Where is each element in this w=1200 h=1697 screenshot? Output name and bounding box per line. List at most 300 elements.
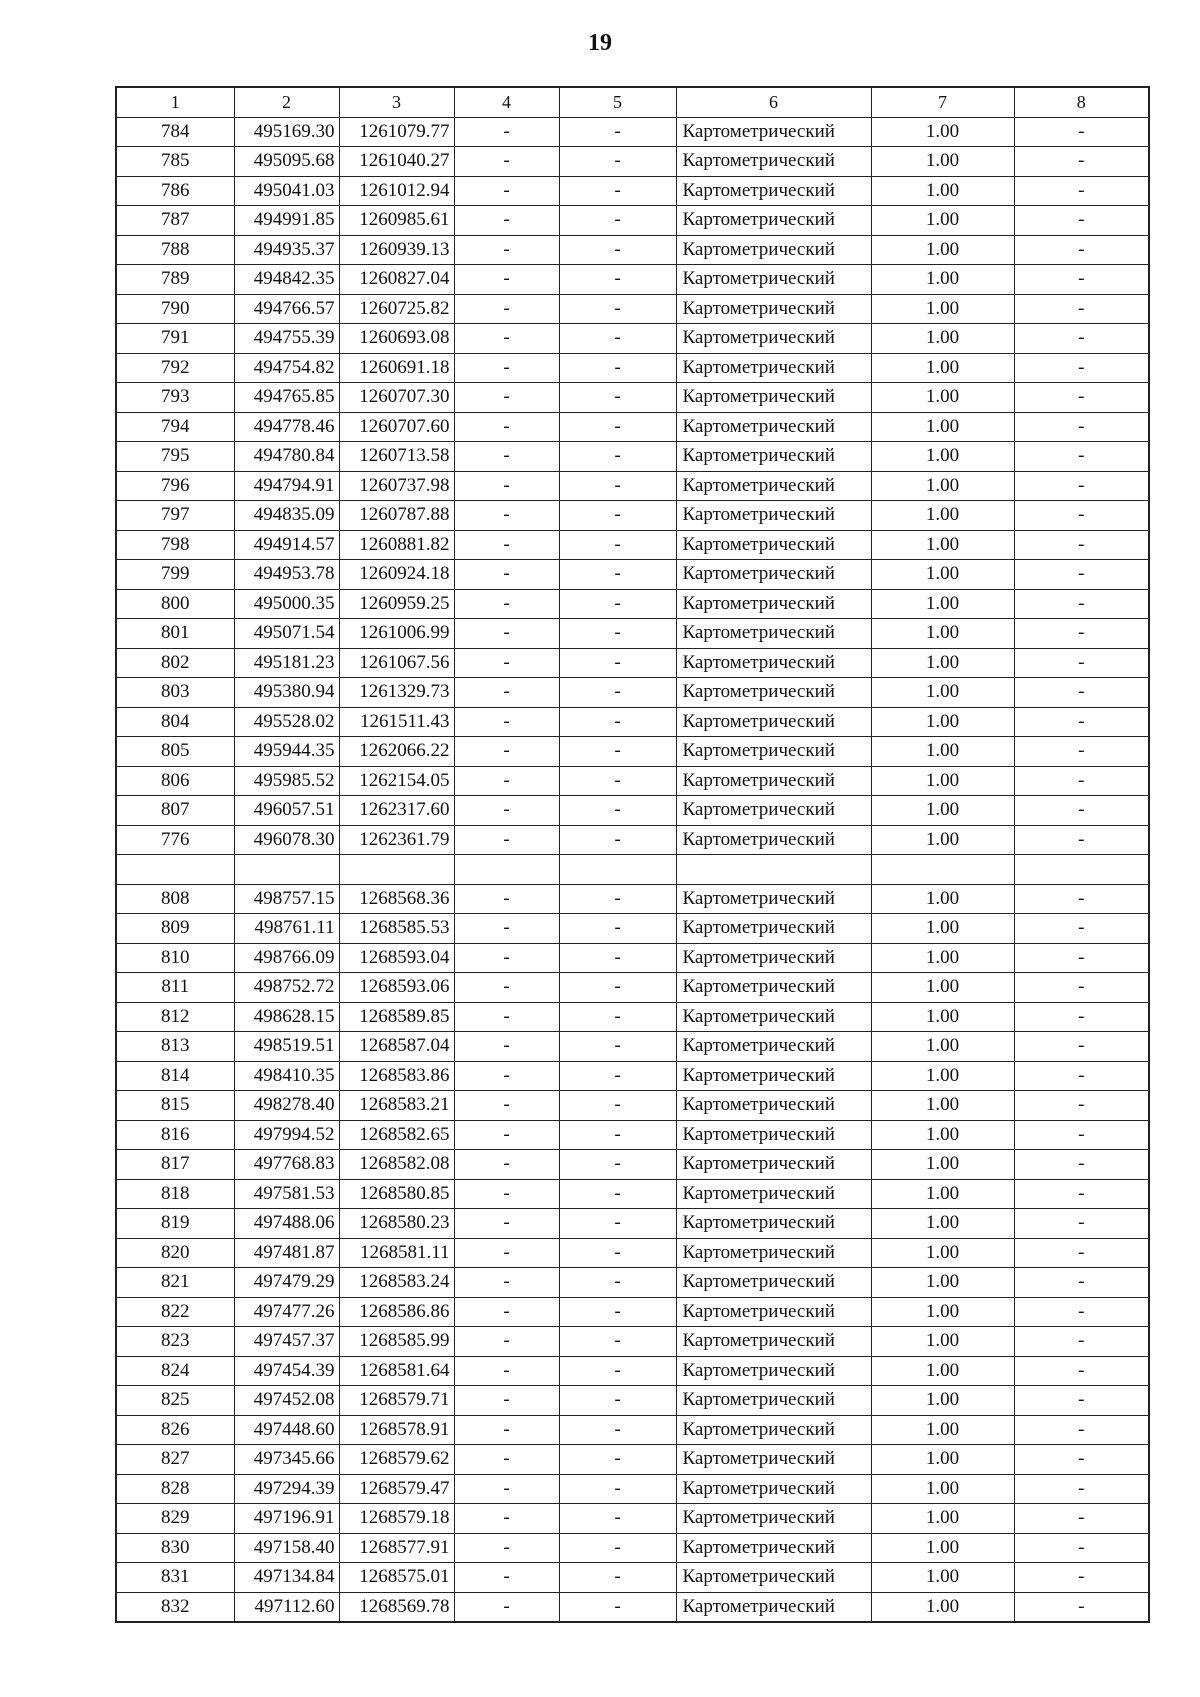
cell-col-8: - [1014,1504,1149,1534]
cell-col-8: - [1014,206,1149,236]
cell-point-number: 818 [116,1179,234,1209]
table-row [116,766,1149,796]
cell-coord-x: 497196.91 [234,1504,339,1534]
cell-col-5: - [559,1592,676,1622]
table-row [116,265,1149,295]
cell-point-number: 802 [116,648,234,678]
table-row [116,471,1149,501]
cell-accuracy: 1.00 [871,1002,1014,1032]
cell-coord-x: 494935.37 [234,235,339,265]
cell-col-5: - [559,707,676,737]
cell-method: Картометрический [676,1120,871,1150]
cell-point-number: 788 [116,235,234,265]
table-row [116,1327,1149,1357]
table-row [116,1238,1149,1268]
table-row [116,530,1149,560]
cell-coord-x: 495000.35 [234,589,339,619]
table-row [116,176,1149,206]
cell-coord-x: 494842.35 [234,265,339,295]
cell-method: Картометрический [676,1179,871,1209]
cell-col-8: - [1014,1032,1149,1062]
cell-method: Картометрический [676,1533,871,1563]
cell-coord-x: 494765.85 [234,383,339,413]
cell-method: Картометрический [676,1592,871,1622]
cell-col-8: - [1014,914,1149,944]
cell-point-number: 827 [116,1445,234,1475]
table-row [116,855,1149,885]
cell-coord-y: 1268583.24 [339,1268,454,1298]
cell-coord-y: 1268589.85 [339,1002,454,1032]
cell-point-number: 815 [116,1091,234,1121]
cell-col-4: - [454,943,559,973]
cell-col-8: - [1014,648,1149,678]
cell-point-number: 813 [116,1032,234,1062]
cell-method: Картометрический [676,1386,871,1416]
header-row [116,87,1149,117]
cell-coord-y: 1261329.73 [339,678,454,708]
cell-coord-x: 497134.84 [234,1563,339,1593]
cell-coord-y: 1260985.61 [339,206,454,236]
cell-col-4: - [454,1268,559,1298]
table-row [116,147,1149,177]
cell-method: Картометрический [676,1356,871,1386]
cell-col-8: - [1014,1563,1149,1593]
cell-col-8: - [1014,619,1149,649]
cell-col-8: - [1014,1386,1149,1416]
cell-col-5: - [559,1386,676,1416]
table-row [116,619,1149,649]
cell-col-4: - [454,884,559,914]
cell-accuracy: 1.00 [871,1091,1014,1121]
cell-col-8: - [1014,678,1149,708]
cell-point-number: 787 [116,206,234,236]
cell-coord-y: 1261012.94 [339,176,454,206]
cell-accuracy: 1.00 [871,707,1014,737]
cell-point-number: 784 [116,117,234,147]
cell-col-8: - [1014,589,1149,619]
cell-col-4: - [454,589,559,619]
cell-coord-x: 496078.30 [234,825,339,855]
cell-col-5: - [559,678,676,708]
table-row [116,1445,1149,1475]
cell-accuracy: 1.00 [871,943,1014,973]
cell-col-8: - [1014,1002,1149,1032]
cell-coord-y: 1260737.98 [339,471,454,501]
cell-accuracy: 1.00 [871,884,1014,914]
table-row [116,235,1149,265]
table-row [116,1474,1149,1504]
cell-accuracy: 1.00 [871,383,1014,413]
table-row [116,1268,1149,1298]
cell-col-4: - [454,1209,559,1239]
cell-accuracy: 1.00 [871,235,1014,265]
cell-accuracy: 1.00 [871,1592,1014,1622]
cell-coord-y: 1268568.36 [339,884,454,914]
table-row [116,1297,1149,1327]
cell-col-4: - [454,530,559,560]
cell-coord-y: 1261006.99 [339,619,454,649]
cell-accuracy: 1.00 [871,1386,1014,1416]
cell-method: Картометрический [676,294,871,324]
cell-col-4: - [454,1297,559,1327]
cell-point-number: 819 [116,1209,234,1239]
cell-coord-y: 1260713.58 [339,442,454,472]
cell-coord-y: 1268593.04 [339,943,454,973]
cell-point-number: 792 [116,353,234,383]
cell-accuracy: 1.00 [871,353,1014,383]
cell-coord-y: 1261067.56 [339,648,454,678]
table-row [116,648,1149,678]
cell-coord-x: 494754.82 [234,353,339,383]
cell-method: Картометрический [676,324,871,354]
cell-method: Картометрический [676,589,871,619]
cell-col-5 [559,855,676,885]
cell-method: Картометрический [676,1150,871,1180]
table-header [116,87,1149,117]
cell-col-5: - [559,383,676,413]
cell-point-number: 807 [116,796,234,826]
cell-col-4: - [454,1445,559,1475]
table-row [116,707,1149,737]
cell-accuracy: 1.00 [871,324,1014,354]
cell-point-number: 826 [116,1415,234,1445]
cell-method: Картометрический [676,825,871,855]
cell-point-number: 797 [116,501,234,531]
cell-method: Картометрический [676,1268,871,1298]
cell-col-4: - [454,383,559,413]
cell-col-4: - [454,707,559,737]
cell-col-5: - [559,206,676,236]
cell-col-4: - [454,1091,559,1121]
cell-col-4: - [454,1179,559,1209]
cell-col-8: - [1014,1592,1149,1622]
cell-coord-y: 1268582.08 [339,1150,454,1180]
cell-accuracy: 1.00 [871,678,1014,708]
cell-method: Картометрический [676,1415,871,1445]
cell-col-8: - [1014,1297,1149,1327]
cell-col-4: - [454,1533,559,1563]
cell-coord-y: 1261040.27 [339,147,454,177]
cell-accuracy: 1.00 [871,737,1014,767]
table-row [116,560,1149,590]
column-header-1: 1 [116,87,234,117]
cell-coord-x: 494794.91 [234,471,339,501]
cell-coord-y: 1260827.04 [339,265,454,295]
cell-col-5: - [559,648,676,678]
cell-col-4: - [454,1002,559,1032]
table-row [116,1091,1149,1121]
table-row [116,294,1149,324]
cell-col-8: - [1014,324,1149,354]
cell-method: Картометрический [676,1002,871,1032]
cell-coord-x: 495181.23 [234,648,339,678]
table-row [116,412,1149,442]
cell-col-5: - [559,1032,676,1062]
cell-coord-x: 497481.87 [234,1238,339,1268]
column-header-3: 3 [339,87,454,117]
cell-method: Картометрический [676,383,871,413]
cell-col-8: - [1014,737,1149,767]
cell-col-4: - [454,914,559,944]
cell-coord-y: 1268579.62 [339,1445,454,1475]
cell-col-5: - [559,1533,676,1563]
cell-coord-y: 1260881.82 [339,530,454,560]
cell-point-number: 791 [116,324,234,354]
cell-point-number: 825 [116,1386,234,1416]
cell-col-5: - [559,147,676,177]
cell-method: Картометрический [676,619,871,649]
cell-accuracy: 1.00 [871,1415,1014,1445]
cell-col-5: - [559,265,676,295]
cell-col-5: - [559,353,676,383]
table-row [116,1415,1149,1445]
cell-col-8: - [1014,1120,1149,1150]
cell-coord-x: 498278.40 [234,1091,339,1121]
cell-coord-y: 1268569.78 [339,1592,454,1622]
cell-col-8: - [1014,1415,1149,1445]
cell-coord-y: 1268578.91 [339,1415,454,1445]
cell-accuracy: 1.00 [871,648,1014,678]
cell-col-4: - [454,1415,559,1445]
cell-coord-x: 497581.53 [234,1179,339,1209]
cell-coord-y: 1262317.60 [339,796,454,826]
cell-col-5: - [559,1150,676,1180]
cell-col-4: - [454,176,559,206]
cell-col-8: - [1014,1268,1149,1298]
cell-point-number: 822 [116,1297,234,1327]
cell-col-5: - [559,235,676,265]
cell-point-number: 800 [116,589,234,619]
cell-coord-y: 1268587.04 [339,1032,454,1062]
cell-point-number: 785 [116,147,234,177]
cell-accuracy: 1.00 [871,1533,1014,1563]
cell-col-4 [454,855,559,885]
cell-accuracy: 1.00 [871,530,1014,560]
cell-method: Картометрический [676,471,871,501]
cell-coord-x: 494780.84 [234,442,339,472]
cell-method: Картометрический [676,265,871,295]
cell-col-8: - [1014,560,1149,590]
cell-col-4: - [454,265,559,295]
cell-col-8: - [1014,265,1149,295]
cell-col-4: - [454,560,559,590]
cell-accuracy: 1.00 [871,471,1014,501]
column-header-6: 6 [676,87,871,117]
cell-coord-x: 495041.03 [234,176,339,206]
cell-coord-x: 498410.35 [234,1061,339,1091]
cell-col-4: - [454,324,559,354]
cell-point-number: 801 [116,619,234,649]
cell-col-4: - [454,412,559,442]
cell-col-5: - [559,1002,676,1032]
cell-col-8: - [1014,973,1149,1003]
cell-col-8: - [1014,117,1149,147]
cell-accuracy: 1.00 [871,619,1014,649]
cell-col-8: - [1014,471,1149,501]
cell-coord-y: 1260924.18 [339,560,454,590]
cell-col-4: - [454,501,559,531]
cell-point-number: 790 [116,294,234,324]
column-header-4: 4 [454,87,559,117]
table-row [116,1120,1149,1150]
cell-col-5: - [559,766,676,796]
cell-coord-x: 498757.15 [234,884,339,914]
cell-col-8: - [1014,235,1149,265]
cell-col-5: - [559,1179,676,1209]
cell-col-5: - [559,1474,676,1504]
cell-coord-y: 1260959.25 [339,589,454,619]
cell-point-number: 816 [116,1120,234,1150]
cell-point-number: 804 [116,707,234,737]
cell-col-4: - [454,147,559,177]
cell-col-4: - [454,1504,559,1534]
cell-col-5: - [559,530,676,560]
cell-col-8: - [1014,1150,1149,1180]
cell-point-number: 824 [116,1356,234,1386]
cell-point-number: 821 [116,1268,234,1298]
cell-point-number: 795 [116,442,234,472]
column-header-7: 7 [871,87,1014,117]
cell-method: Картометрический [676,1297,871,1327]
cell-accuracy [871,855,1014,885]
cell-coord-x: 498752.72 [234,973,339,1003]
cell-coord-x: 495985.52 [234,766,339,796]
cell-coord-x: 495095.68 [234,147,339,177]
cell-coord-x: 497454.39 [234,1356,339,1386]
cell-coord-x: 497479.29 [234,1268,339,1298]
table-row [116,324,1149,354]
cell-point-number: 830 [116,1533,234,1563]
cell-accuracy: 1.00 [871,560,1014,590]
cell-method: Картометрический [676,147,871,177]
cell-accuracy: 1.00 [871,412,1014,442]
cell-point-number: 823 [116,1327,234,1357]
cell-coord-y: 1260787.88 [339,501,454,531]
cell-col-4: - [454,648,559,678]
coordinates-table [115,86,1150,1623]
cell-coord-y: 1268593.06 [339,973,454,1003]
cell-coord-x [234,855,339,885]
cell-point-number: 810 [116,943,234,973]
cell-col-8: - [1014,530,1149,560]
cell-coord-x: 495169.30 [234,117,339,147]
cell-accuracy: 1.00 [871,1150,1014,1180]
cell-coord-y: 1262361.79 [339,825,454,855]
cell-method: Картометрический [676,796,871,826]
cell-col-4: - [454,1386,559,1416]
table-row [116,1563,1149,1593]
cell-method: Картометрический [676,914,871,944]
cell-col-5: - [559,1504,676,1534]
cell-point-number: 814 [116,1061,234,1091]
table-row [116,1002,1149,1032]
cell-coord-x: 496057.51 [234,796,339,826]
cell-col-4: - [454,1592,559,1622]
cell-col-5: - [559,825,676,855]
cell-col-8: - [1014,943,1149,973]
cell-point-number: 789 [116,265,234,295]
cell-accuracy: 1.00 [871,1061,1014,1091]
cell-accuracy: 1.00 [871,1179,1014,1209]
cell-method [676,855,871,885]
cell-method: Картометрический [676,648,871,678]
cell-coord-y: 1260693.08 [339,324,454,354]
table-row [116,796,1149,826]
page-number: 19 [588,30,612,56]
cell-coord-y: 1260939.13 [339,235,454,265]
cell-col-5: - [559,324,676,354]
cell-col-5: - [559,973,676,1003]
cell-coord-x: 498628.15 [234,1002,339,1032]
cell-col-4: - [454,442,559,472]
column-header-5: 5 [559,87,676,117]
cell-coord-x: 497457.37 [234,1327,339,1357]
table-row [116,1209,1149,1239]
cell-col-8: - [1014,884,1149,914]
cell-point-number: 809 [116,914,234,944]
table-row [116,1179,1149,1209]
cell-col-8: - [1014,412,1149,442]
cell-coord-y: 1260707.60 [339,412,454,442]
cell-accuracy: 1.00 [871,766,1014,796]
cell-accuracy: 1.00 [871,1563,1014,1593]
cell-coord-x: 497452.08 [234,1386,339,1416]
cell-coord-x: 497477.26 [234,1297,339,1327]
cell-col-5: - [559,471,676,501]
table-row [116,206,1149,236]
cell-col-4: - [454,973,559,1003]
cell-point-number: 808 [116,884,234,914]
cell-accuracy: 1.00 [871,1327,1014,1357]
cell-accuracy: 1.00 [871,1238,1014,1268]
cell-method: Картометрический [676,973,871,1003]
cell-coord-x: 497112.60 [234,1592,339,1622]
cell-col-4: - [454,1032,559,1062]
cell-col-5: - [559,737,676,767]
table-row [116,973,1149,1003]
cell-col-4: - [454,1061,559,1091]
cell-accuracy: 1.00 [871,1474,1014,1504]
cell-point-number: 786 [116,176,234,206]
cell-coord-y: 1268579.18 [339,1504,454,1534]
cell-accuracy: 1.00 [871,206,1014,236]
cell-col-4: - [454,206,559,236]
table-row [116,442,1149,472]
cell-method: Картометрический [676,1238,871,1268]
cell-accuracy: 1.00 [871,1120,1014,1150]
cell-method: Картометрический [676,235,871,265]
cell-col-5: - [559,796,676,826]
cell-method: Картометрический [676,1061,871,1091]
cell-col-8: - [1014,1474,1149,1504]
cell-col-4: - [454,294,559,324]
cell-coord-y: 1260707.30 [339,383,454,413]
cell-point-number: 828 [116,1474,234,1504]
cell-method: Картометрический [676,206,871,236]
cell-accuracy: 1.00 [871,973,1014,1003]
cell-col-5: - [559,560,676,590]
cell-col-4: - [454,1150,559,1180]
cell-accuracy: 1.00 [871,1445,1014,1475]
cell-coord-x: 498519.51 [234,1032,339,1062]
table-row [116,1356,1149,1386]
cell-coord-y: 1261511.43 [339,707,454,737]
cell-col-8: - [1014,1061,1149,1091]
cell-col-5: - [559,914,676,944]
cell-col-4: - [454,796,559,826]
cell-coord-x: 494914.57 [234,530,339,560]
cell-col-4: - [454,471,559,501]
